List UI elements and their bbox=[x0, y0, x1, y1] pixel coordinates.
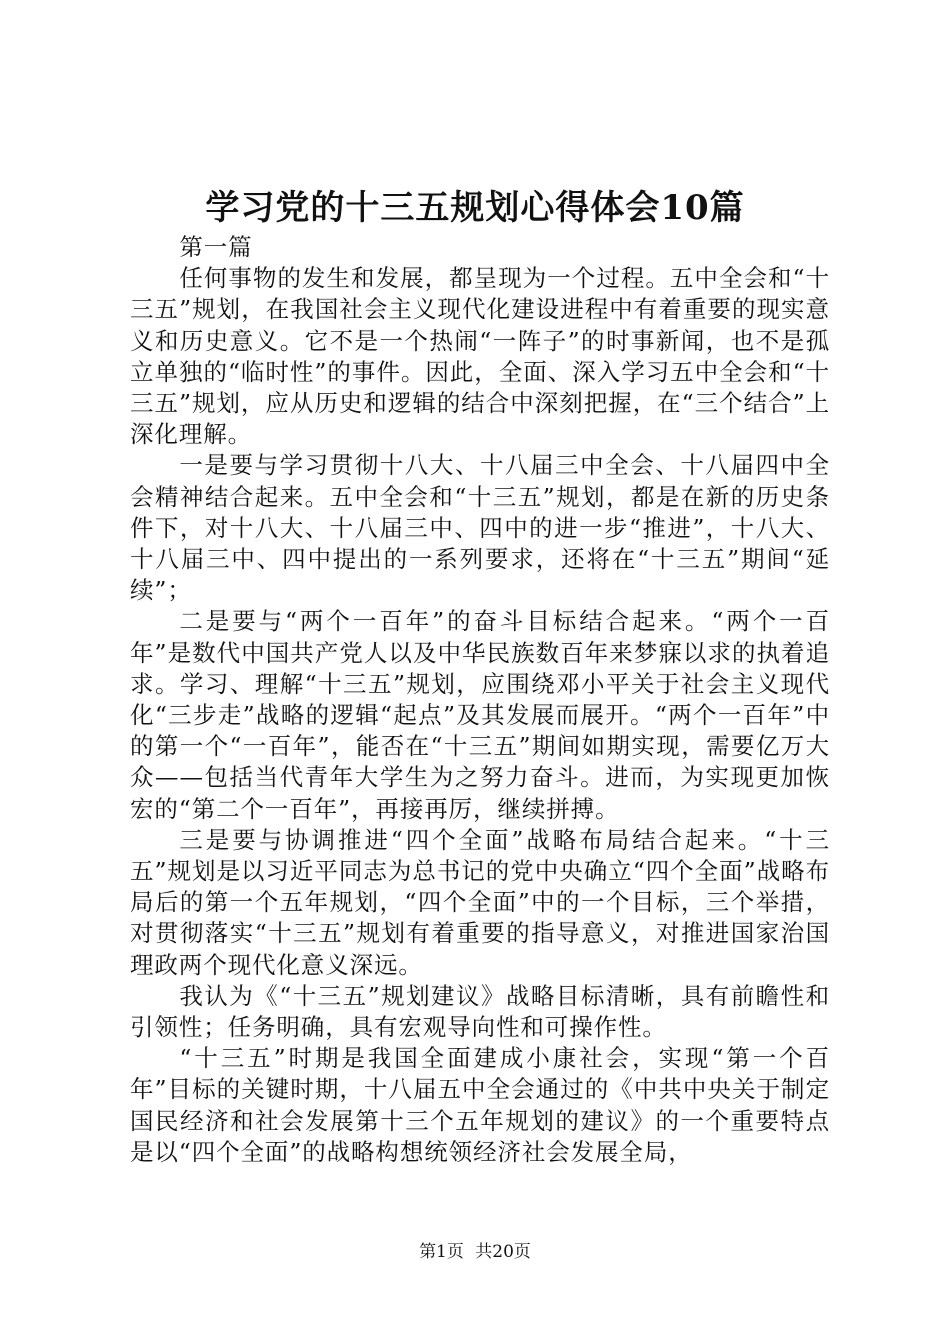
body-paragraph: 三是要与协调推进“四个全面”战略布局结合起来。“十三五”规划是以习近平同志为总书记的党中央确立“四个全面”战略布局后的第一个五年规划，“四个全面”中的一个目标，三个举措，对贯彻落实“十三五”规划有着重要的指导意义，对推进国家治国理政两个现代化意义深远。 bbox=[130, 825, 830, 979]
section-heading: 第一篇 bbox=[179, 233, 253, 261]
body-paragraph: “十三五”时期是我国全面建成小康社会，实现“第一个百年”目标的关键时期，十八届五中全会通过的《中共中央关于制定国民经济和社会发展第十三个五年规划的建议》的一个重要特点是以“四个全面”的战略构想统领经济社会发展全局， bbox=[130, 1044, 830, 1166]
page-total: 共20页 bbox=[475, 1242, 531, 1262]
page-footer bbox=[0, 1240, 950, 1264]
document-title: 学习党的十三五规划心得体会10篇 bbox=[205, 188, 745, 228]
body-paragraph: 任何事物的发生和发展，都呈现为一个过程。五中全会和“十三五”规划，在我国社会主义现代化建设进程中有着重要的现实意义和历史意义。它不是一个热闹“一阵子”的时事新闻，也不是孤立单独的“临时性”的事件。因此，全面、深入学习五中全会和“十三五”规划，应从历史和逻辑的结合中深刻把握，在“三个结合”上深化理解。 bbox=[130, 264, 830, 449]
document-body bbox=[130, 232, 830, 1168]
body-paragraph: 二是要与“两个一百年”的奋斗目标结合起来。“两个一百年”是数代中国共产党人以及中华民族数百年来梦寐以求的执着追求。学习、理解“十三五”规划，应围绕邓小平关于社会主义现代化“三步走”战略的逻辑“起点”及其发展而展开。“两个一百年”中的第一个“一百年”，能否在“十三五”期间如期实现，需要亿万大众——包括当代青年大学生为之努力奋斗。进而，为实现更加恢宏的“第二个一百年”，再接再厉，继续拼搏。 bbox=[130, 607, 830, 823]
page-number: 第1页 bbox=[419, 1242, 464, 1262]
body-paragraph: 一是要与学习贯彻十八大、十八届三中全会、十八届四中全会精神结合起来。五中全会和“十三五”规划，都是在新的历史条件下，对十八大、十八届三中、四中的进一步“推进”，十八大、十八届三中、四中提出的一系列要求，还将在“十三五”期间“延续”； bbox=[130, 451, 830, 605]
body-paragraph: 我认为《“十三五”规划建议》战略目标清晰，具有前瞻性和引领性；任务明确，具有宏观导向性和可操作性。 bbox=[130, 981, 830, 1042]
